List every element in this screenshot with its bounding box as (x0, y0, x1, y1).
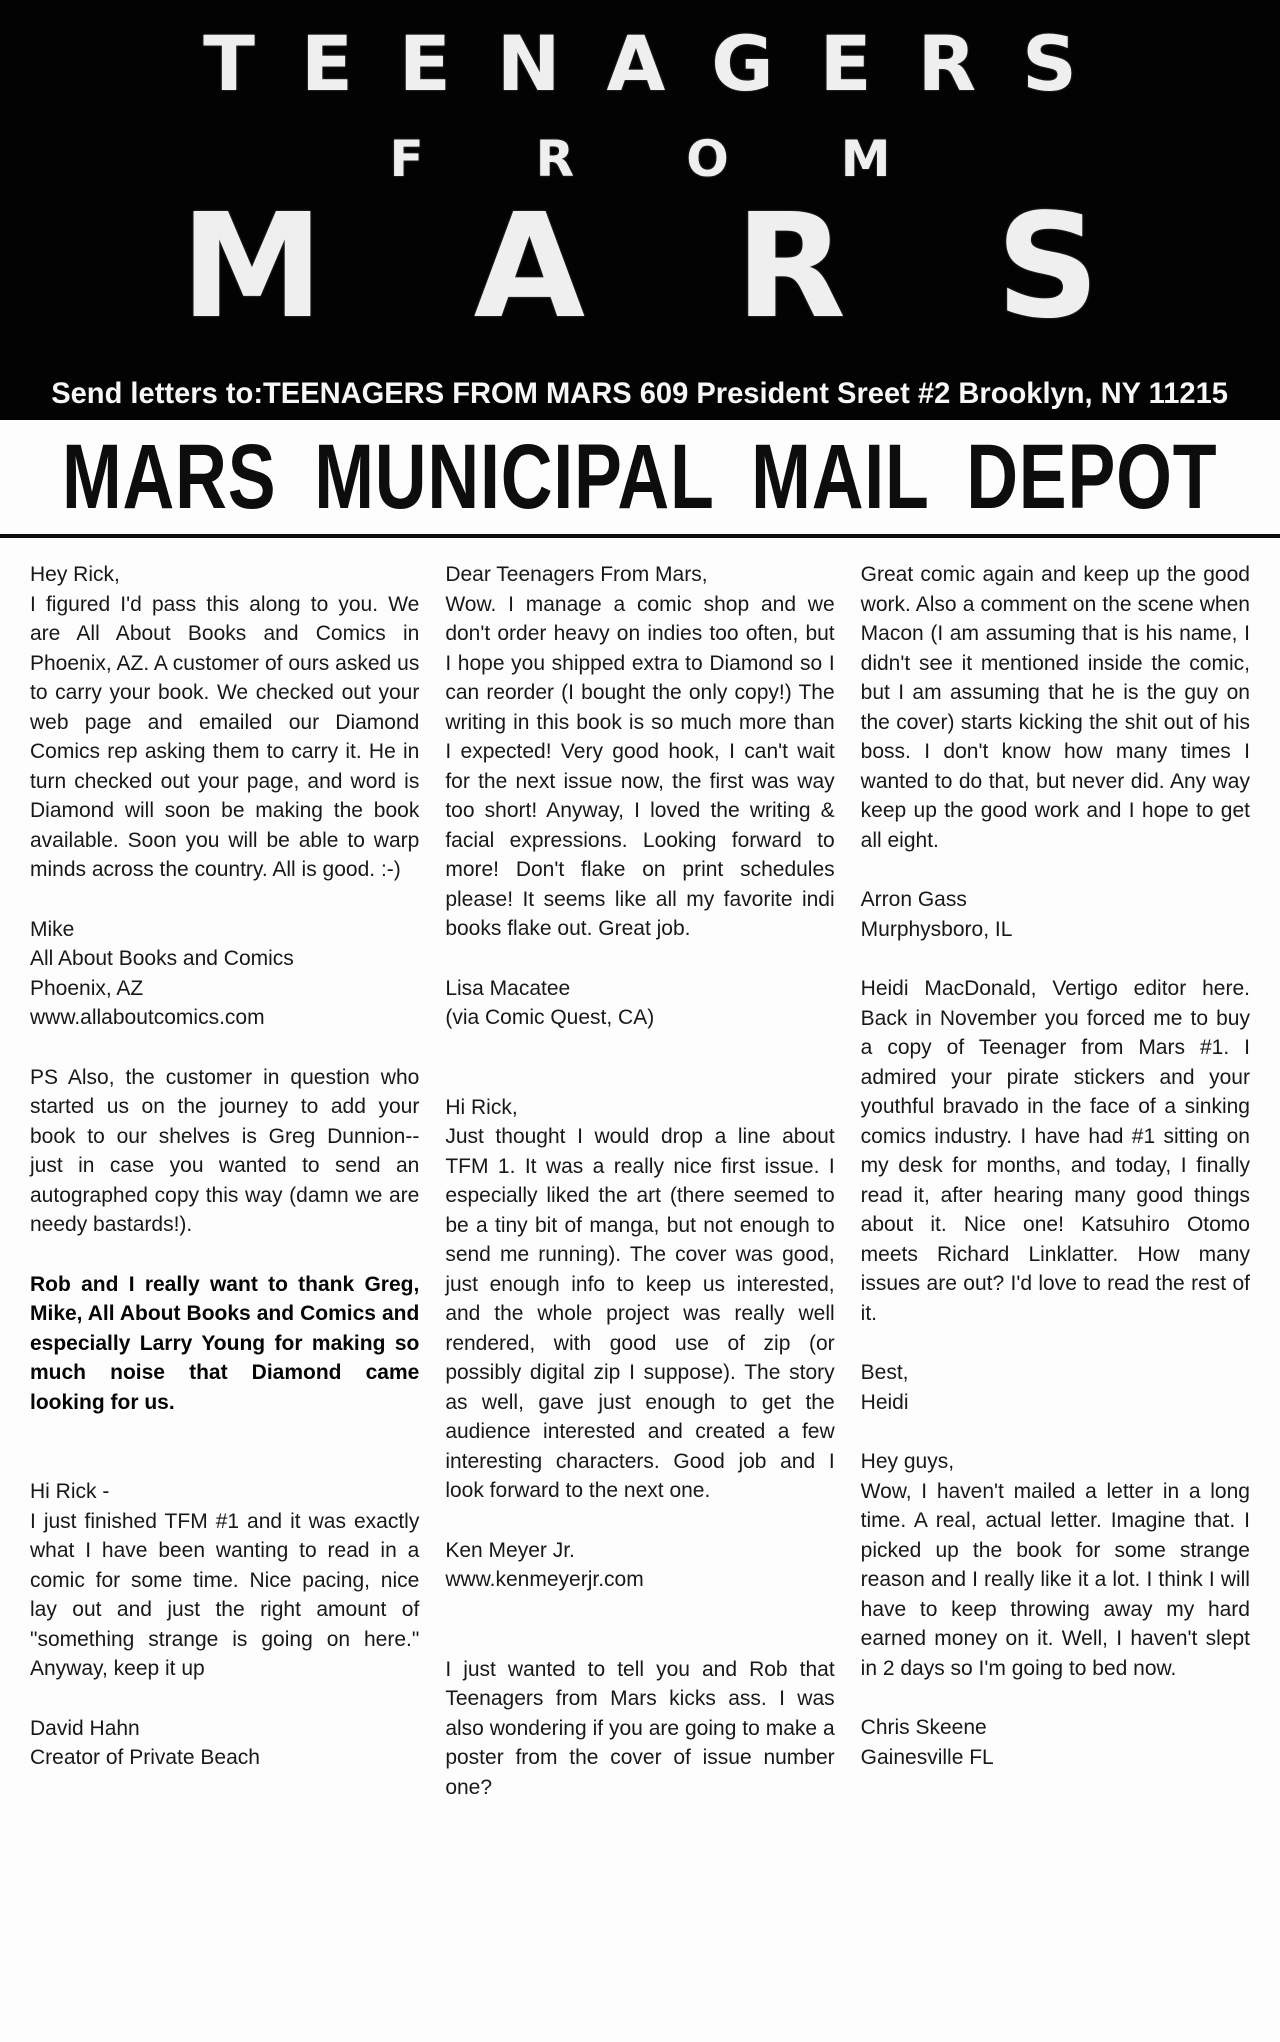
letter-paragraph-bold: Rob and I really want to thank Greg, Mike, All About Books and Comics and especially Larry Young for making so much noise that Diamond came looking for us. (30, 1272, 420, 1414)
letter-signature (445, 974, 834, 1033)
signature-line: David Hahn (30, 1716, 140, 1740)
letter-paragraph: PS Also, the customer in question who started us on the journey to add your book to our shelves is Greg Dunnion-- just in case you wanted to send an autographed copy this way (damn we are needy bastards!). (30, 1065, 420, 1236)
letter-signature (445, 1536, 834, 1595)
signature-line: (via Comic Quest, CA) (445, 1006, 655, 1029)
signature-line: Ken Meyer Jr. (445, 1538, 575, 1562)
letter-paragraph: Great comic again and keep up the good work. Also a comment on the scene when Macon (I am assuming that is his name, I didn't see it mentioned inside the comic, but I am assuming that he is the guy on the cover) starts kicking the shit out of his boss. I don't know how many times I wanted to do that, but never did. Any way keep up the good work and I hope to get all eight. (860, 563, 1250, 852)
signature-line: Murphysboro, IL (860, 917, 1013, 941)
letter-greeting: Hi Rick, (445, 1095, 518, 1119)
signature-line: Arron Gass (860, 888, 967, 911)
letters-columns (0, 538, 1280, 1802)
signature-line: Mike (30, 917, 75, 941)
masthead (0, 0, 1280, 420)
signature-line: Lisa Macatee (445, 976, 571, 1000)
signature-line: Phoenix, AZ (30, 976, 144, 1000)
signature-line: Creator of Private Beach (30, 1746, 260, 1769)
signature-line: Chris Skeene (860, 1716, 987, 1739)
letter-paragraph: Just thought I would drop a line about TFM 1. It was a really nice first issue. I especially liked the art (there seemed to be a tiny bit of manga, but not enough to send me running). The cover was good, just enough info to keep us interested, and the whole project was really well rendered, with good use of zip (or possibly digital zip I suppose). The story as well, gave just enough to get the audience interested and created a few interesting characters. Good job and I look forward to the next one. (445, 1125, 835, 1502)
letters-column-1 (30, 560, 419, 1802)
letter-paragraph: Wow. I manage a comic shop and we don't order heavy on indies too often, but I hope you shipped extra to Diamond so I can reorder (I bought the only copy!) The writing in this book is so much more than I expected! Very good hook, I can't wait for the next issue now, the first was way too short! Anyway, I loved the writing & facial expressions. Looking forward to more! Don't flake on print schedules please! It seems like all my favorite indi books flake out. Great job. (445, 592, 835, 940)
masthead-address-line: Send letters to:TEENAGERS FROM MARS 609 President Sreet #2 Brooklyn, NY 11215 (51, 377, 1229, 410)
letter-paragraph: I just finished TFM #1 and it was exactly what I have been wanting to read in a comic for some time. Nice pacing, nice lay out and just the right amount of "something strange is going on here." Anyway, keep it up (30, 1509, 420, 1680)
letter-greeting: Hi Rick - (30, 1480, 110, 1503)
letter-signature (30, 915, 419, 1033)
masthead-title-from: FROM (389, 130, 1003, 188)
letter-paragraph: I just wanted to tell you and Rob that Teenagers from Mars kicks ass. I was also wondering if you are going to make a poster from the cover of issue number one? (445, 1657, 835, 1799)
masthead-title-mars: MARS (180, 182, 1250, 350)
letter-paragraph: I figured I'd pass this along to you. We are All About Books and Comics in Phoenix, AZ. A customer of ours asked us to carry your book. We checked out your web page and emailed our Diamond Comics rep asking them to carry it. He in turn checked out your page, and word is Diamond will soon be making the book available. Soon you will be able to warp minds across the country. All is good. :-) (30, 592, 420, 881)
letter-greeting: Dear Teenagers From Mars, (445, 563, 708, 586)
masthead-title-teenagers: TEENAGERS (203, 19, 1123, 108)
letter-paragraph: Heidi MacDonald, Vertigo editor here. Back in November you forced me to buy a copy of Teenager from Mars #1. I admired your pirate stickers and your youthful bravado in the face of a sinking comics industry. I have had #1 sitting on my desk for months, and today, I finally read it, after hearing many good things about it. Nice one! Katsuhiro Otomo meets Richard Linklatter. How many issues are out? I'd love to read the rest of it. (860, 977, 1250, 1325)
signature-line: Best, (860, 1361, 909, 1384)
letter-signature (861, 1358, 1250, 1417)
signature-line: Gainesville FL (860, 1745, 994, 1769)
letter-signature (861, 1713, 1250, 1772)
letter-signature (30, 1714, 419, 1773)
letter-greeting: Hey guys, (860, 1450, 955, 1473)
signature-line: All About Books and Comics (30, 947, 294, 970)
letter-signature (861, 885, 1250, 944)
letters-column-3 (861, 560, 1250, 1802)
headline-band (0, 420, 1280, 538)
letters-column-2 (445, 560, 834, 1802)
signature-line: www.kenmeyerjr.com (445, 1568, 644, 1591)
signature-line: www.allaboutcomics.com (30, 1006, 265, 1029)
signature-line: Heidi (860, 1390, 909, 1414)
letter-paragraph: Wow, I haven't mailed a letter in a long time. A real, actual letter. Imagine that. I picked up the book for some strange reason and I really like it a lot. I think I will have to keep throwing away my hard earned money on it. Well, I haven't slept in 2 days so I'm going to bed now. (860, 1479, 1250, 1680)
page-title: MARS MUNICIPAL MAIL DEPOT (62, 426, 1218, 528)
letter-greeting: Hey Rick, (30, 563, 120, 586)
